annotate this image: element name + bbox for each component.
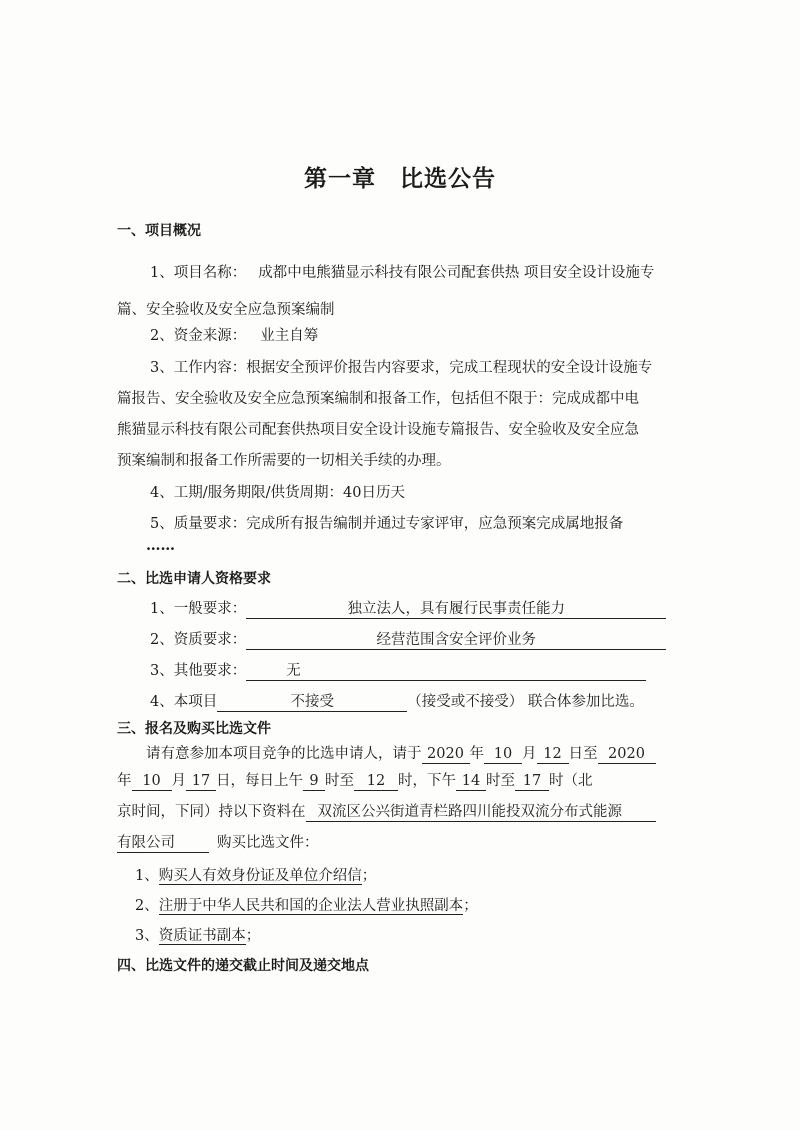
- pm-end: 17: [515, 772, 549, 791]
- funding-source-label: 2、资金来源：: [150, 328, 247, 344]
- section2-heading: 二、比选申请人资格要求: [117, 571, 271, 587]
- qualification-requirement-value: 经营范围含安全评价业务: [246, 631, 666, 650]
- section1-heading: 一、项目概况: [117, 223, 201, 239]
- doc3-number: 3、: [135, 928, 159, 944]
- doc1-number: 1、: [135, 868, 159, 884]
- pm-start: 14: [456, 772, 486, 791]
- pm-label: 时，下午: [398, 773, 456, 789]
- registration-intro: 请有意参加本项目竞争的比选申请人，请于: [146, 746, 422, 762]
- qualification-requirement-line: [150, 630, 666, 650]
- year-label-2: 年: [117, 773, 132, 789]
- project-name-line2: 篇、安全验收及安全应急预案编制: [117, 302, 335, 318]
- qualification-requirement-label: 2、资质要求：: [150, 632, 247, 648]
- end-month: 10: [132, 772, 172, 791]
- ellipsis: ……: [146, 537, 175, 554]
- work-content-line4: 预案编制和报备工作所需要的一切相关手续的办理。: [117, 453, 451, 469]
- start-month: 10: [484, 745, 522, 764]
- registration-line4: [117, 833, 319, 853]
- beijing-time-open: 时（北: [549, 773, 593, 789]
- other-requirement-label: 3、其他要求：: [150, 663, 247, 679]
- chapter-title: 第一章 比选公告: [304, 166, 496, 192]
- consortium-value: 不接受: [217, 693, 407, 712]
- work-content-line3: 熊猫显示科技有限公司配套供热项目安全设计设施专篇报告、安全验收及安全应急: [117, 422, 639, 438]
- doc2-punct: ；: [463, 898, 478, 914]
- end-year: 2020: [598, 745, 656, 764]
- doc2-number: 2、: [135, 898, 159, 914]
- required-doc-3: [135, 926, 260, 946]
- required-doc-1: [135, 866, 376, 886]
- doc3-punct: ；: [245, 928, 261, 944]
- doc1-text: 购买人有效身份证及单位介绍信: [158, 868, 362, 884]
- work-content-line1: 3、工作内容：根据安全预评价报告内容要求，完成工程现状的安全设计设施专: [150, 360, 653, 376]
- am-start: 9: [303, 772, 325, 791]
- general-requirement-value: 独立法人，具有履行民事责任能力: [246, 600, 666, 619]
- month-label-2: 月: [171, 773, 186, 789]
- general-requirement-label: 1、一般要求：: [150, 601, 247, 617]
- start-day: 12: [537, 745, 569, 764]
- doc1-punct: ；: [361, 868, 377, 884]
- funding-source-line: [150, 326, 318, 346]
- day-to-label: 日至: [568, 746, 598, 762]
- hour-to-label-2: 时至: [486, 773, 515, 789]
- consortium-label: 4、本项目: [150, 694, 218, 710]
- project-name-label: 1、项目名称：: [150, 265, 247, 281]
- hour-to-label: 时至: [325, 773, 354, 789]
- project-name-line: [150, 263, 654, 283]
- purchase-location-line2: 有限公司: [117, 834, 209, 853]
- registration-line2: [117, 771, 593, 791]
- month-label: 月: [522, 746, 537, 762]
- daily-am-label: 日，每日上午: [216, 773, 303, 789]
- doc2-text: 注册于中华人民共和国的企业法人营业执照副本: [158, 898, 464, 914]
- registration-line3: [117, 802, 656, 822]
- section4-heading: 四、比选文件的递交截止时间及递交地点: [117, 958, 369, 974]
- year-label: 年: [469, 746, 484, 762]
- am-end: 12: [354, 772, 398, 791]
- purchase-location-line1: 双流区公兴街道青栏路四川能投双流分布式能源: [306, 803, 656, 822]
- registration-line1: [146, 744, 656, 764]
- doc3-text: 资质证书副本: [158, 928, 246, 944]
- general-requirement-line: [150, 599, 666, 619]
- materials-intro: 京时间，下同）持以下资料在: [117, 804, 306, 820]
- required-doc-2: [135, 896, 478, 916]
- section3-heading: 三、报名及购买比选文件: [117, 721, 271, 737]
- project-name-value: 成都中电熊猫显示科技有限公司配套供热 项目安全设计设施专: [258, 265, 655, 281]
- other-requirement-value: 无: [246, 662, 646, 681]
- consortium-line: [150, 692, 644, 712]
- purchase-docs-label: 购买比选文件：: [217, 835, 319, 851]
- other-requirement-line: [150, 661, 646, 681]
- quality-line: 5、质量要求：完成所有报告编制并通过专家评审，应急预案完成属地报备: [150, 516, 624, 532]
- funding-source-value: 业主自筹: [260, 328, 319, 344]
- start-year: 2020: [422, 745, 470, 764]
- work-content-line2: 篇报告、安全验收及安全应急预案编制和报备工作，包括但不限于：完成成都中电: [117, 391, 639, 407]
- end-day: 17: [186, 772, 216, 791]
- consortium-suffix: （接受或不接受） 联合体参加比选。: [407, 694, 644, 710]
- duration-line: 4、工期/服务期限/供货周期：40日历天: [150, 485, 405, 501]
